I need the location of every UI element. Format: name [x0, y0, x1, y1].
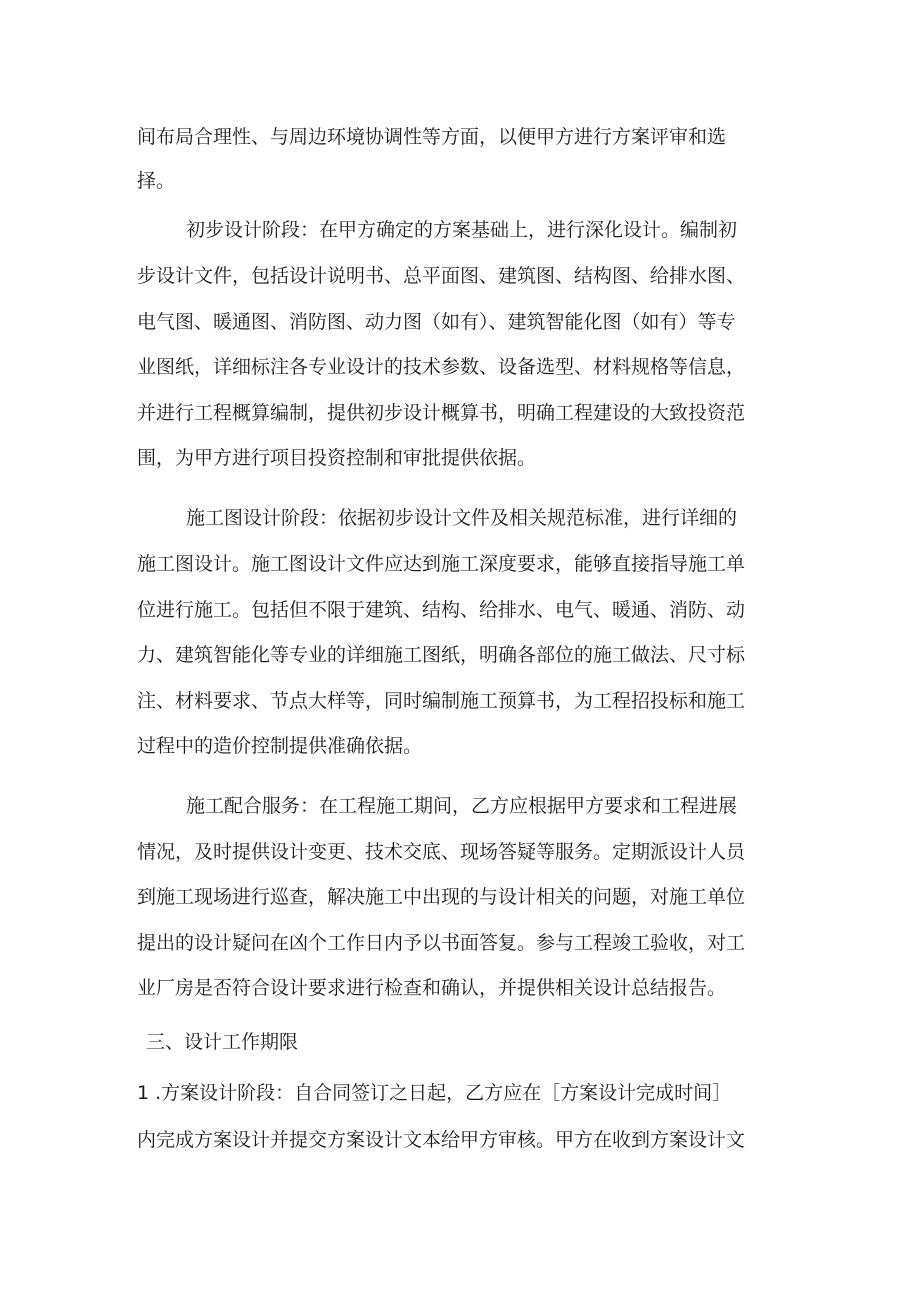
text-line — [0, 438, 920, 478]
line-text: 初步设计阶段：在甲方确定的方案基础上，进行深化设计。编制初 — [186, 219, 738, 241]
line-text: 内完成方案设计并提交方案设计文本给甲方审核。甲方在收到方案设计文 — [137, 1129, 746, 1151]
line-text: 施工图设计阶段：依据初步设计文件及相关规范标准，进行详细的 — [186, 507, 738, 529]
line-text: 1 .方案设计阶段：自合同签订之日起，乙方应在［方案设计完成时间］ — [137, 1082, 732, 1104]
text-line — [0, 256, 920, 296]
numbered-item-line — [0, 1073, 920, 1113]
text-line — [0, 968, 920, 1008]
text-line — [0, 161, 920, 201]
line-text: 情况，及时提供设计变更、技术交底、现场答疑等服务。定期派设计人员 — [137, 841, 746, 863]
line-text: 施工图设计。施工图设计文件应达到施工深度要求，能够直接指导施工单 — [137, 553, 746, 575]
line-text: 注、材料要求、节点大样等，同时编制施工预算书，为工程招投标和施工 — [137, 690, 746, 712]
text-line — [0, 347, 920, 387]
line-text: 电气图、暖通图、消防图、动力图（如有）、建筑智能化图（如有）等专 — [137, 311, 736, 333]
line-text: 施工配合服务：在工程施工期间，乙方应根据甲方要求和工程进展 — [186, 795, 738, 817]
line-text: 步设计文件，包括设计说明书、总平面图、建筑图、结构图、给排水图、 — [137, 265, 746, 287]
line-text: 提出的设计疑问在凶个工作日内予以书面答复。参与工程竣工验收，对工 — [137, 932, 746, 954]
line-text: 并进行工程概算编制，提供初步设计概算书，明确工程建设的大致投资范 — [137, 402, 746, 424]
paragraph-first-line — [0, 786, 920, 826]
text-line — [0, 681, 920, 721]
line-text: 间布局合理性、与周边环境协调性等方面，以便甲方进行方案评审和选 — [137, 126, 727, 148]
line-text: 力、建筑智能化等专业的详细施工图纸，明确各部位的施工做法、尺寸标 — [137, 644, 746, 666]
text-line — [0, 544, 920, 584]
paragraph-first-line — [0, 498, 920, 538]
line-text: 三、设计工作期限 — [146, 1031, 299, 1053]
line-text: 位进行施工。包括但不限于建筑、结构、给排水、电气、暖通、消防、动 — [137, 599, 746, 621]
text-line — [0, 635, 920, 675]
text-line — [0, 923, 920, 963]
text-line — [0, 1120, 920, 1160]
text-line — [0, 726, 920, 766]
line-text: 过程中的造价控制提供准确依据。 — [137, 735, 423, 757]
paragraph-first-line — [0, 210, 920, 250]
text-line — [0, 117, 920, 157]
text-line — [0, 832, 920, 872]
line-text: 业图纸，详细标注各专业设计的技术参数、设备选型、材料规格等信息， — [137, 356, 746, 378]
text-line — [0, 302, 920, 342]
line-text: 围，为甲方进行项目投资控制和审批提供依据。 — [137, 447, 537, 469]
line-text: 业厂房是否符合设计要求进行检查和确认，并提供相关设计总结报告。 — [137, 977, 727, 999]
text-line — [0, 393, 920, 433]
text-line — [0, 877, 920, 917]
text-line — [0, 590, 920, 630]
line-text: 择。 — [137, 170, 176, 192]
section-heading — [0, 1022, 920, 1062]
line-text: 到施工现场进行巡查，解决施工中出现的与设计相关的问题，对施工单位 — [137, 886, 746, 908]
